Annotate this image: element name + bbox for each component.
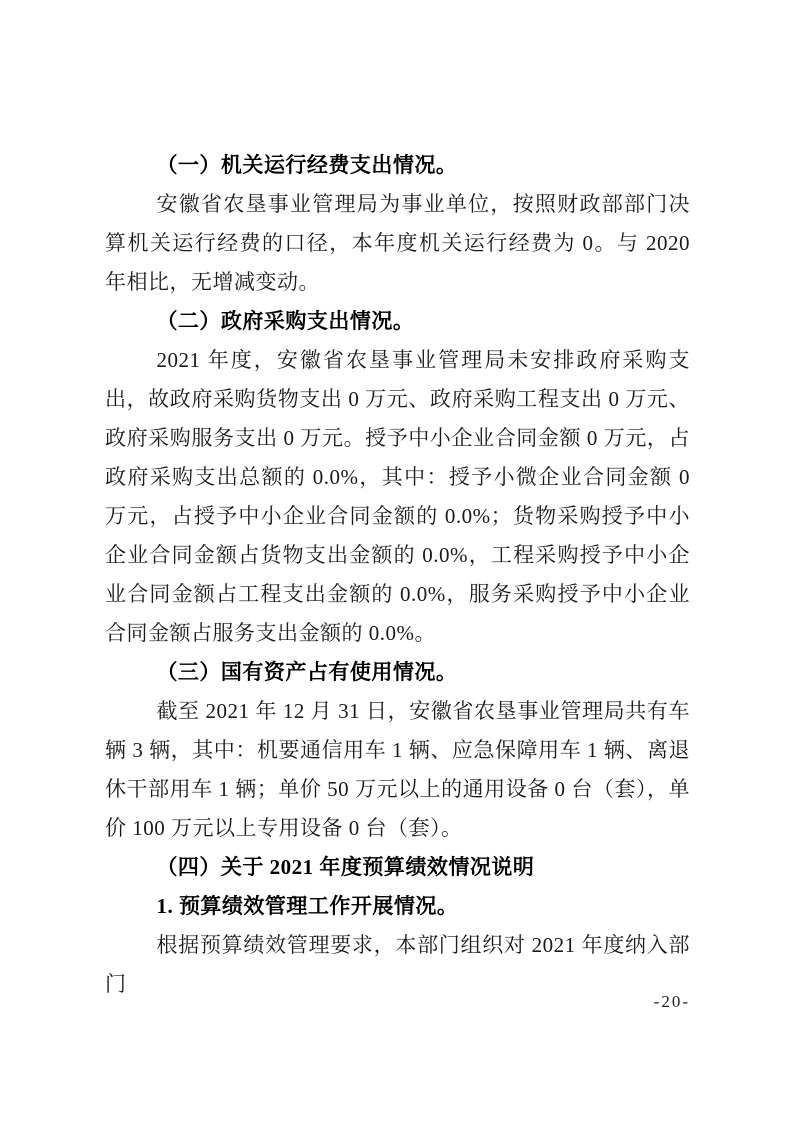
section-paragraph-operating-expenses: 安徽省农垦事业管理局为事业单位，按照财政部部门决算机关运行经费的口径，本年度机关运行经费为 0。与 2020 年相比，无增减变动。 <box>105 192 690 294</box>
section-heading-government-procurement: （二）政府采购支出情况。 <box>156 309 415 333</box>
section-paragraph-performance-management: 根据预算绩效管理要求，本部门组织对 2021 年度纳入部门 <box>105 933 690 996</box>
section-heading-operating-expenses: （一）机关运行经费支出情况。 <box>156 153 458 177</box>
document-content <box>105 146 690 1004</box>
subsection-heading-performance-management: 1. 预算绩效管理工作开展情况。 <box>156 894 459 918</box>
section-heading-budget-performance: （四）关于 2021 年度预算绩效情况说明 <box>156 855 535 879</box>
page-number: -20- <box>653 992 690 1011</box>
section-paragraph-government-procurement: 2021 年度，安徽省农垦事业管理局未安排政府采购支出，故政府采购货物支出 0 万元、政府采购工程支出 0 万元、政府采购服务支出 0 万元。授予中小企业合同金额 0 万元，占政府采购支出总额的 0.0%，其中：授予小微企业合同金额 0 万元，占授予中小企业合同金额的 0.0%；货物采购授予中小企业合同金额占货物支出金额的 0.0%，工程采购授予中小企业合同金额占工程支出金额的 0.0%，服务采购授予中小企业合同金额占服务支出金额的 0.0%。 <box>105 348 690 645</box>
section-paragraph-state-owned-assets: 截至 2021 年 12 月 31 日，安徽省农垦事业管理局共有车辆 3 辆，其中：机要通信用车 1 辆、应急保障用车 1 辆、离退休干部用车 1 辆；单价 50 万元以上的通用设备 0 台（套），单价 100 万元以上专用设备 0 台（套）。 <box>105 699 690 840</box>
section-heading-state-owned-assets: （三）国有资产占有使用情况。 <box>156 660 458 684</box>
